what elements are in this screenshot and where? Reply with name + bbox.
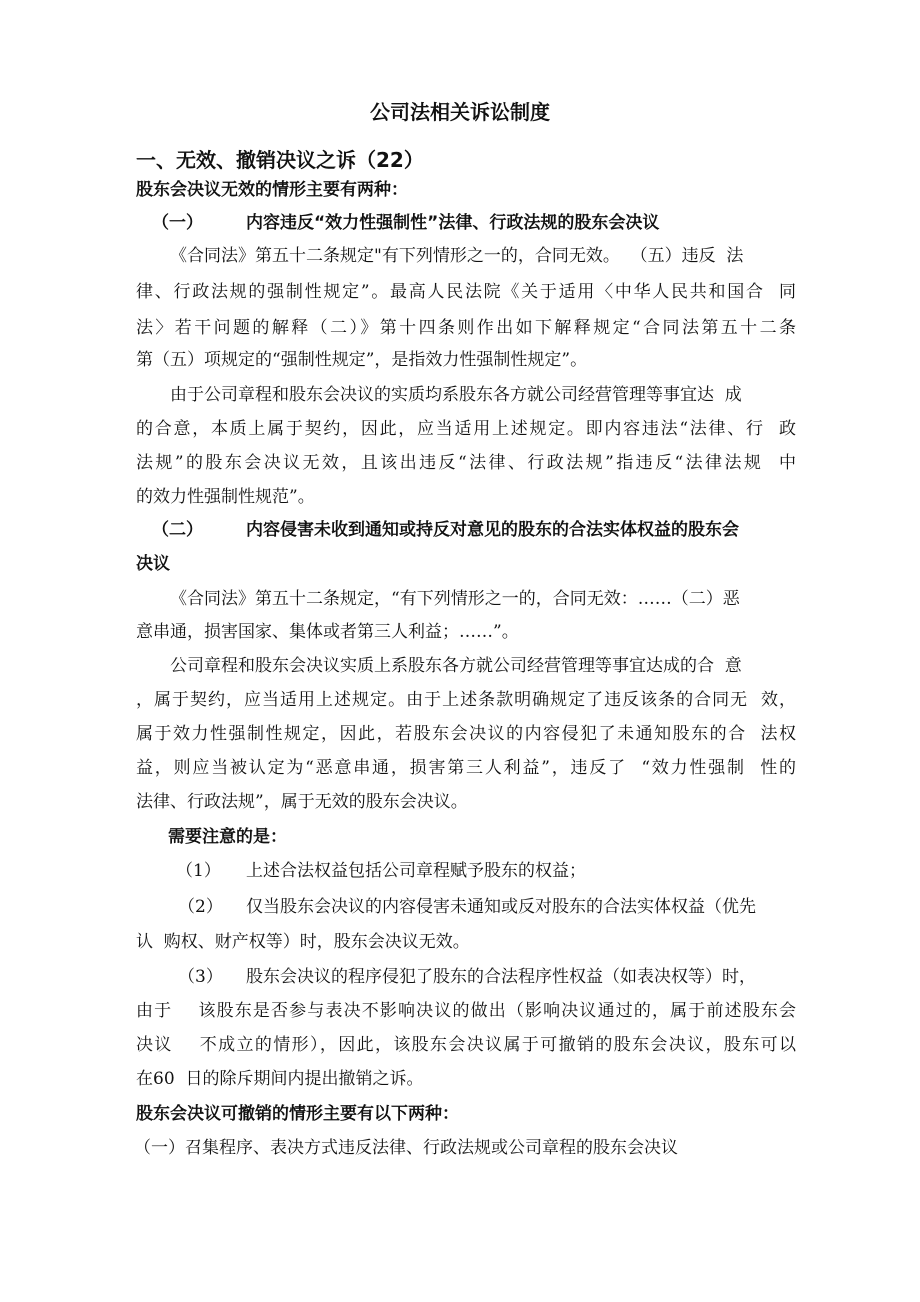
- paragraph-line: 在60 日的除斥期间内提出撤销之诉。: [136, 1069, 424, 1089]
- paragraph-line: 益，则应当被认定为“恶意串通，损害第三人利益”，违反了 “效力性强制 性的: [136, 758, 796, 778]
- paragraph-line: 法规”的股东会决议无效，且该出违反“法律、行政法规”指违反“法律法规 中: [136, 453, 796, 473]
- document-title: 公司法相关诉讼制度: [370, 100, 550, 124]
- paragraph-line: 《合同法》第五十二条规定"有下列情形之一的，合同无效。 （五）违反 法: [170, 246, 744, 266]
- item2-title-continued: 决议: [136, 554, 170, 574]
- item1-title: 内容违反“效力性强制性”法律、行政法规的股东会决议: [246, 213, 660, 233]
- item2-title: 内容侵害未收到通知或持反对意见的股东的合法实体权益的股东会: [246, 520, 739, 540]
- paragraph-line: 的效力性强制性规范”。: [136, 487, 315, 507]
- note2-label: （2）: [178, 897, 223, 917]
- paragraph-line: 法〉若干问题的解释（二）》第十四条则作出如下解释规定“合同法第五十二条: [136, 318, 796, 338]
- paragraph-line: 的合意，本质上属于契约，因此，应当适用上述规定。即内容违法“法律、行 政: [136, 419, 796, 439]
- paragraph-line: 法律、行政法规”，属于无效的股东会决议。: [136, 792, 468, 812]
- paragraph-line: 《合同法》第五十二条规定，“有下列情形之一的，合同无效：……（二）恶: [170, 589, 740, 609]
- paragraph-line: 决议 不成立的情形），因此，该股东会决议属于可撤销的股东会决议，股东可以: [136, 1035, 796, 1055]
- paragraph-line: 属于效力性强制性规定，因此，若股东会决议的内容侵犯了未通知股东的合 法权: [136, 724, 796, 744]
- note3-label: （3）: [178, 967, 223, 987]
- note1-text: 上述合法权益包括公司章程赋予股东的权益；: [246, 861, 586, 881]
- paragraph-line: 由于 该股东是否参与表决不影响决议的做出（影响决议通过的，属于前述股东会: [136, 1001, 796, 1021]
- note2-text-continued: 认 购权、财产权等）时，股东会决议无效。: [136, 932, 470, 952]
- paragraph-line: 意串通，损害国家、集体或者第三人利益；……”。: [136, 622, 519, 642]
- note1-label: （1）: [176, 861, 221, 881]
- lead-invalid-cases: 股东会决议无效的情形主要有两种：: [136, 180, 408, 200]
- note3-text: 股东会决议的程序侵犯了股东的合法程序性权益（如表决权等）时，: [246, 967, 756, 987]
- revocable-item1: （一）召集程序、表决方式违反法律、行政法规或公司章程的股东会决议: [134, 1138, 678, 1158]
- item1-label: （一）: [152, 213, 203, 233]
- paragraph-line: 第（五）项规定的“强制性规定”，是指效力性强制性规定”。: [136, 350, 588, 370]
- note2-text: 仅当股东会决议的内容侵害未通知或反对股东的合法实体权益（优先: [246, 897, 756, 917]
- paragraph-line: 律、行政法规的强制性规定”。最高人民法院《关于适用〈中华人民共和国合 同: [136, 282, 796, 302]
- lead-revocable-cases: 股东会决议可撤销的情形主要有以下两种：: [136, 1104, 459, 1124]
- paragraph-line: ，属于契约，应当适用上述规定。由于上述条款明确规定了违反该条的合同无 效，: [136, 690, 796, 710]
- paragraph-line: 公司章程和股东会决议实质上系股东各方就公司经营管理等事宜达成的合 意: [170, 656, 742, 676]
- section-heading: 一、无效、撤销决议之诉（22）: [136, 148, 424, 172]
- note-heading: 需要注意的是：: [168, 827, 287, 847]
- item2-label: （二）: [152, 520, 203, 540]
- paragraph-line: 由于公司章程和股东会决议的实质均系股东各方就公司经营管理等事宜达 成: [170, 385, 742, 405]
